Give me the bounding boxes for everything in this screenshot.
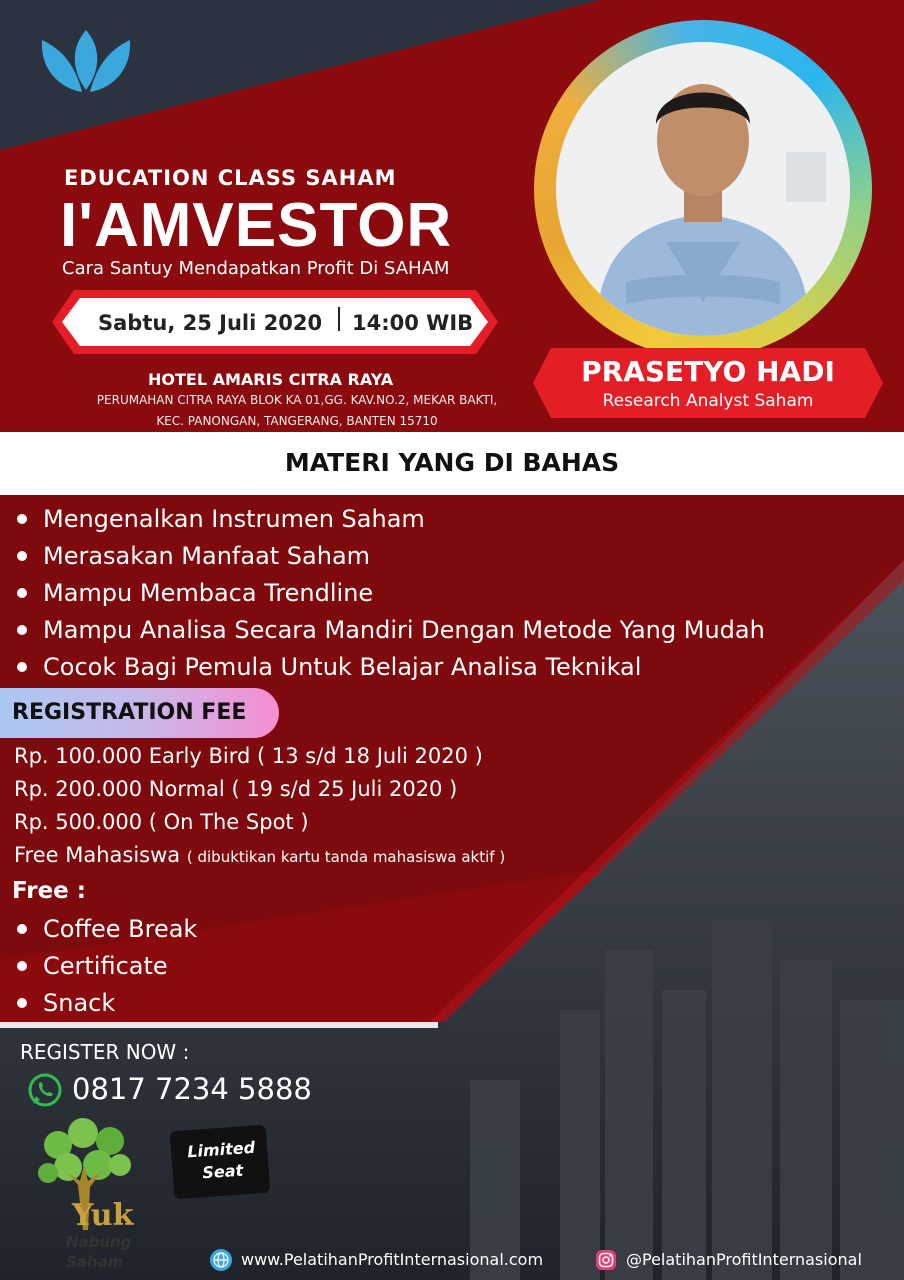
topic-text: Mengenalkan Instrumen Saham bbox=[43, 504, 425, 533]
topic-text: Mampu Membaca Trendline bbox=[43, 578, 374, 607]
bullet-icon bbox=[17, 961, 27, 971]
bullet-icon bbox=[17, 662, 27, 672]
list-item bbox=[12, 947, 197, 984]
topic-list bbox=[12, 500, 765, 685]
event-title: I'AMVESTOR bbox=[60, 191, 453, 260]
list-item bbox=[12, 500, 765, 537]
materi-title: MATERI YANG DI BAHAS bbox=[284, 448, 620, 477]
free-item-text: Certificate bbox=[43, 951, 168, 980]
brand-name bbox=[66, 1232, 132, 1272]
event-date: Sabtu, 25 Juli 2020 bbox=[98, 311, 323, 335]
lotus-logo-icon bbox=[36, 28, 136, 98]
event-tagline: Cara Santuy Mendapatkan Profit Di SAHAM bbox=[62, 258, 450, 279]
speaker-photo bbox=[556, 42, 850, 336]
fee-item: Rp. 500.000 ( On The Spot ) bbox=[14, 810, 309, 834]
whatsapp-icon[interactable] bbox=[28, 1073, 62, 1107]
list-item bbox=[12, 910, 197, 947]
bullet-icon bbox=[17, 998, 27, 1008]
limited-line-2: Seat bbox=[201, 1160, 244, 1183]
free-item-text: Coffee Break bbox=[43, 914, 198, 943]
topic-text: Mampu Analisa Secara Mandiri Dengan Metode Yang Mudah bbox=[43, 615, 765, 644]
register-label: REGISTER NOW : bbox=[20, 1040, 190, 1064]
list-item bbox=[12, 984, 197, 1021]
fee-item-student bbox=[14, 839, 505, 872]
yuk-nabung-saham-logo-icon bbox=[28, 1115, 158, 1240]
instagram-icon bbox=[596, 1250, 616, 1270]
website-link[interactable]: www.PelatihanProfitInternasional.com bbox=[241, 1250, 544, 1269]
bullet-icon bbox=[17, 588, 27, 598]
section-divider bbox=[0, 1022, 438, 1028]
event-subtitle: EDUCATION CLASS SAHAM bbox=[64, 166, 397, 190]
speaker-portrait-icon bbox=[556, 42, 850, 336]
list-item bbox=[12, 574, 765, 611]
speaker-name: PRASETYO HADI bbox=[581, 355, 835, 388]
list-item bbox=[12, 648, 765, 685]
instagram-handle[interactable]: @PelatihanProfitInternasional bbox=[626, 1250, 862, 1269]
fee-list bbox=[14, 740, 505, 872]
list-item bbox=[12, 611, 765, 648]
topic-text: Merasakan Manfaat Saham bbox=[43, 541, 371, 570]
bullet-icon bbox=[17, 551, 27, 561]
fee-item: Rp. 100.000 Early Bird ( 13 s/d 18 Juli 2020 ) bbox=[14, 744, 483, 768]
free-student-label: Free Mahasiswa bbox=[14, 843, 181, 867]
globe-icon bbox=[210, 1249, 232, 1271]
venue-name: HOTEL AMARIS CITRA RAYA bbox=[148, 370, 394, 389]
list-item bbox=[12, 537, 765, 574]
venue-address: PERUMAHAN CITRA RAYA BLOK KA 01,GG. KAV.NO.2, MEKAR BAKTI, KEC. PANONGAN, TANGERANG, BANTEN 15710 bbox=[96, 393, 498, 428]
bullet-icon bbox=[17, 924, 27, 934]
brand-line-1: Nabung bbox=[66, 1233, 132, 1251]
bullet-icon bbox=[17, 514, 27, 524]
topic-text: Cocok Bagi Pemula Untuk Belajar Analisa Teknikal bbox=[43, 652, 642, 681]
registration-label: REGISTRATION FEE bbox=[12, 700, 247, 725]
speaker-role: Research Analyst Saham bbox=[602, 391, 814, 411]
event-time: 14:00 WIB bbox=[352, 311, 474, 335]
limited-line-1: Limited bbox=[186, 1137, 256, 1162]
brand-line-2: Saham bbox=[66, 1253, 124, 1271]
free-item-text: Snack bbox=[43, 988, 116, 1017]
free-list bbox=[12, 910, 197, 1021]
date-separator bbox=[338, 307, 340, 331]
brand-mark-text: Yuk bbox=[72, 1198, 134, 1233]
bullet-icon bbox=[17, 625, 27, 635]
fee-item: Rp. 200.000 Normal ( 19 s/d 25 Juli 2020 ) bbox=[14, 777, 458, 801]
free-title: Free : bbox=[12, 878, 86, 904]
free-student-note: ( dibuktikan kartu tanda mahasiswa aktif ) bbox=[186, 848, 506, 866]
limited-seat-text bbox=[179, 1136, 266, 1186]
phone-number[interactable]: 0817 7234 5888 bbox=[72, 1072, 312, 1106]
